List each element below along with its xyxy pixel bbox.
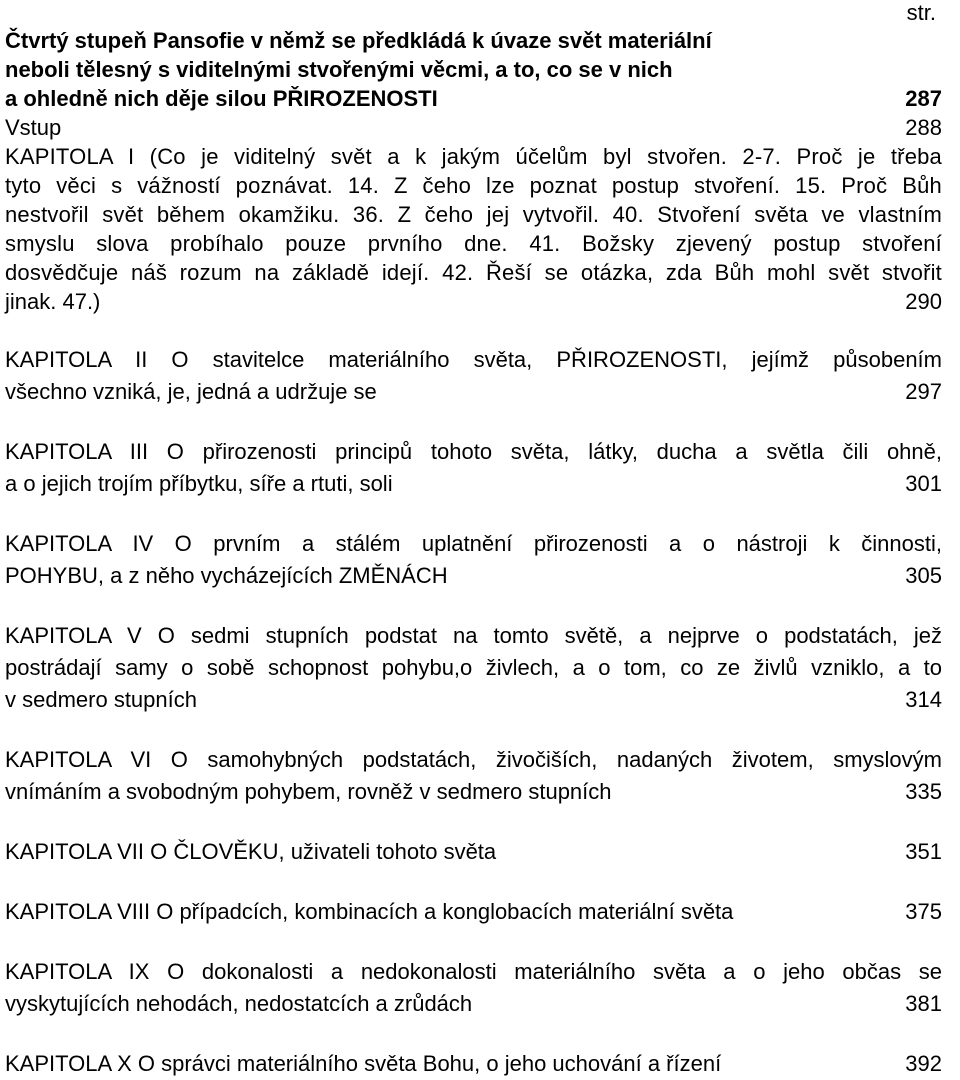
- toc-entry-kapitola-10: [5, 1048, 942, 1080]
- toc-entry-kapitola-1: [5, 142, 942, 316]
- page-column-label: str.: [906, 0, 936, 25]
- kapitola-5-last-text: v sedmero stupních: [5, 687, 197, 712]
- kapitola-9-page-number: 381: [905, 991, 942, 1016]
- kapitola-10-page-number: 392: [905, 1051, 942, 1076]
- kapitola-2-page-number: 297: [905, 379, 942, 404]
- kapitola-4-line-2: [5, 560, 942, 592]
- kapitola-1-line-3: nestvořil svět během okamžiku. 36. Z čeho jej vytvořil. 40. Stvoření světa ve vlastním: [5, 202, 942, 227]
- intro-line-3-text: a ohledně nich děje silou PŘIROZENOSTI: [5, 86, 438, 111]
- kapitola-1-last-text: jinak. 47.): [5, 289, 101, 314]
- intro-line-1: Čtvrtý stupeň Pansofie v němž se předkládá k úvaze svět materiální: [5, 28, 712, 53]
- kapitola-4-page-number: 305: [905, 563, 942, 588]
- kapitola-2-line-2: [5, 376, 942, 408]
- kapitola-1-line-4: smyslu slova probíhalo pouze prvního dne. 41. Božsky zjevený postup stvoření: [5, 231, 942, 256]
- kapitola-5-line-3: [5, 684, 942, 716]
- toc-entry-vstup: [5, 113, 942, 142]
- kapitola-9-line-2: [5, 988, 942, 1020]
- kapitola-3-line-2: [5, 468, 942, 500]
- kapitola-9-line-1: KAPITOLA IX O dokonalosti a nedokonalosti materiálního světa a o jeho občas se: [5, 959, 942, 984]
- kapitola-6-line-2: [5, 776, 942, 808]
- toc-entry-kapitola-6: [5, 744, 942, 808]
- kapitola-3-page-number: 301: [905, 471, 942, 496]
- toc-entry-kapitola-5: [5, 620, 942, 716]
- kapitola-8-page-number: 375: [905, 899, 942, 924]
- kapitola-3-last-text: a o jejich trojím příbytku, síře a rtuti, soli: [5, 471, 393, 496]
- intro-line-3: [5, 84, 942, 113]
- kapitola-1-line-2: tyto věci s vážností poznávat. 14. Z čeho lze poznat postup stvoření. 15. Proč Bůh: [5, 173, 942, 198]
- kapitola-6-last-text: vnímáním a svobodným pohybem, rovněž v sedmero stupních: [5, 779, 612, 804]
- kapitola-7-page-number: 351: [905, 839, 942, 864]
- toc-entry-kapitola-7: [5, 836, 942, 868]
- toc-entry-kapitola-3: [5, 436, 942, 500]
- kapitola-5-line-1: KAPITOLA V O sedmi stupních podstat na tomto světě, a nejprve o podstatách, jež: [5, 623, 942, 648]
- kapitola-6-page-number: 335: [905, 779, 942, 804]
- kapitola-2-line-1: KAPITOLA II O stavitelce materiálního světa, PŘIROZENOSTI, jejímž působením: [5, 347, 942, 372]
- toc-entry-kapitola-2: [5, 344, 942, 408]
- kapitola-4-line-1: KAPITOLA IV O prvním a stálém uplatnění přirozenosti a o nástroji k činnosti,: [5, 531, 942, 556]
- kapitola-1-line-5: dosvědčuje náš rozum na základě idejí. 42. Řeší se otázka, zda Bůh mohl svět stvořit: [5, 260, 942, 285]
- toc-entry-kapitola-8: [5, 896, 942, 928]
- kapitola-3-line-1: KAPITOLA III O přirozenosti principů tohoto světa, látky, ducha a světla čili ohně,: [5, 439, 942, 464]
- kapitola-2-last-text: všechno vzniká, je, jedná a udržuje se: [5, 379, 377, 404]
- table-of-contents: [5, 26, 942, 1080]
- kapitola-5-line-2: postrádají samy o sobě schopnost pohybu,o živlech, a o tom, co ze živlů vzniklo, a to: [5, 655, 942, 680]
- kapitola-1-line-1: KAPITOLA I (Co je viditelný svět a k jakým účelům byl stvořen. 2-7. Proč je třeba: [5, 144, 942, 169]
- intro-line-2: neboli tělesný s viditelnými stvořenými věcmi, a to, co se v nich: [5, 57, 673, 82]
- toc-entry-intro: [5, 26, 942, 113]
- kapitola-7-text: KAPITOLA VII O ČLOVĚKU, uživateli tohoto světa: [5, 839, 497, 864]
- kapitola-8-text: KAPITOLA VIII O případcích, kombinacích a konglobacích materiální světa: [5, 899, 734, 924]
- kapitola-1-page-number: 290: [905, 289, 942, 314]
- kapitola-5-page-number: 314: [905, 687, 942, 712]
- intro-page-number: 287: [905, 86, 942, 111]
- kapitola-10-text: KAPITOLA X O správci materiálního světa Bohu, o jeho uchování a řízení: [5, 1051, 722, 1076]
- toc-entry-kapitola-9: [5, 956, 942, 1020]
- kapitola-1-line-6: [5, 287, 942, 316]
- kapitola-9-last-text: vyskytujících nehodách, nedostatcích a zrůdách: [5, 991, 473, 1016]
- toc-entry-kapitola-4: [5, 528, 942, 592]
- vstup-page-number: 288: [905, 115, 942, 140]
- vstup-label: Vstup: [5, 115, 62, 140]
- kapitola-6-line-1: KAPITOLA VI O samohybných podstatách, živočiších, nadaných životem, smyslovým: [5, 747, 942, 772]
- kapitola-4-last-text: POHYBU, a z něho vycházejících ZMĚNÁCH: [5, 563, 448, 588]
